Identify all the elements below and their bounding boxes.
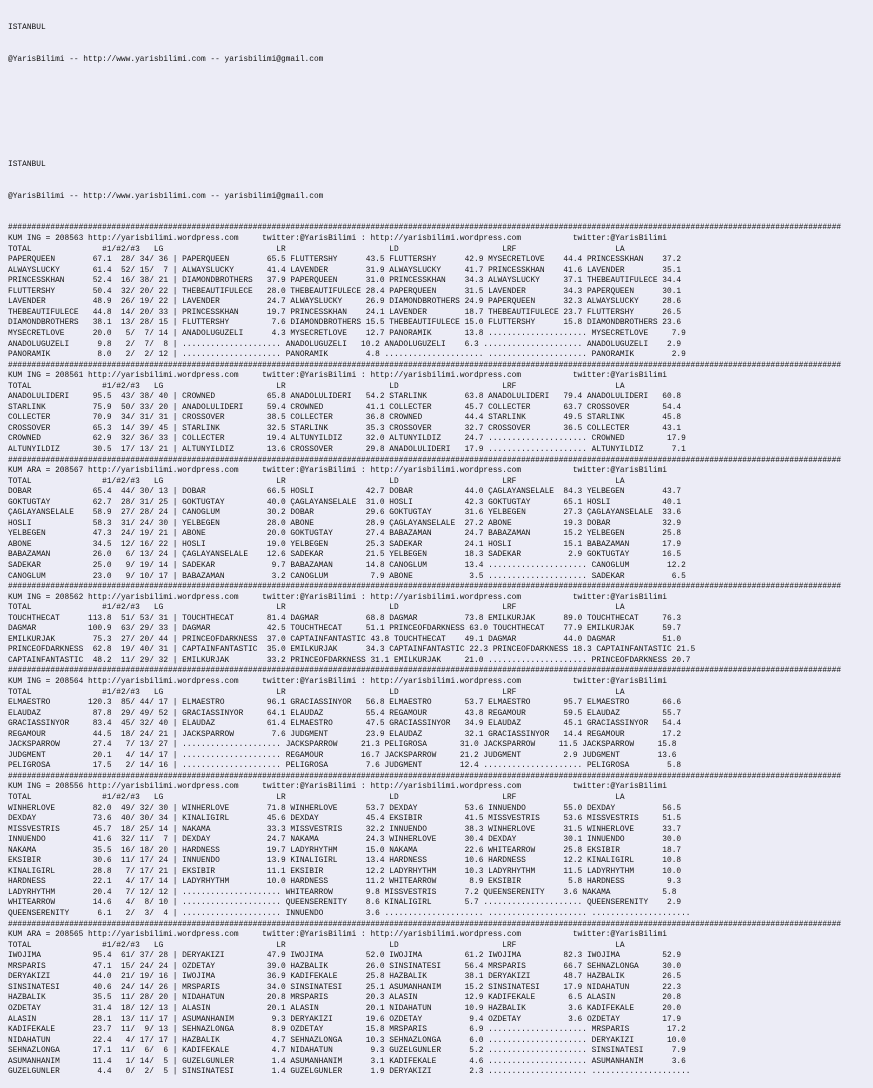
table-row: LAVENDER 48.9 26/ 19/ 22 | LAVENDER 24.7 ALWAYSLUCKY 26.9 DIAMONDBROTHERS 24.9 PAPERQUEEN 32.3 ALWAYSLUCKY 28.6	[8, 297, 682, 307]
table-row: SEHNAZLONGA 17.1 11/ 6/ 6 | KADIFEKALE 4.7 NIDAHATUN 9.3 GÜZELGÜNLER 5.2 ..................... SINSINATESI 7.9	[8, 1046, 686, 1056]
table-row: MRSPARIS 47.1 15/ 24/ 24 | ÖZDETAY 39.0 HAZBALIK 26.0 SINSINATESI 56.4 MRSPARIS 66.7 SEHNAZLONGA 30.0	[8, 961, 682, 971]
table-row: EKSIBIR 30.6 11/ 17/ 24 | INNUENDO 13.9 KINALIGIRL 13.4 HARDNESS 10.6 HARDNESS 12.2 KINALIGIRL 10.8	[8, 856, 682, 866]
column-headers: TOTAL #1/#2/#3 LG LR LD LRF LA	[8, 476, 625, 486]
table-row: CAPTAINFANTASTIC 48.2 11/ 29/ 32 | EMILKURJAK 33.2 PRINCEOFDARKNESS 31.1 EMILKURJAK 21.0 ..................... PRINCEOFDARKNESS 20.7	[8, 655, 691, 665]
column-headers: TOTAL #1/#2/#3 LG LR LD LRF LA	[8, 603, 625, 613]
table-row: ELAUDAZ 87.8 29/ 49/ 52 | GRACIASSINYOR 64.1 ELAUDAZ 55.4 REGAMOUR 43.8 REGAMOUR 59.5 ELAUDAZ 55.7	[8, 708, 682, 718]
table-row: KADIFEKALE 23.7 11/ 9/ 13 | SEHNAZLONGA 8.9 ÖZDETAY 15.8 MRSPARIS 6.9 ..................... MRSPARIS 17.2	[8, 1025, 686, 1035]
spacer	[8, 86, 873, 107]
table-row: PRINCESSKHAN 52.4 16/ 38/ 21 | DIAMONDBROTHERS 37.9 PAPERQUEEN 31.0 PRINCESSKHAN 34.3 ALWAYSLUCKY 37.1 THEBEAUTIFULECE 34.4	[8, 276, 682, 286]
header-contact: @YarisBilimi -- http://www.yarisbilimi.com -- yarisbilimi@gmail.com	[8, 54, 324, 64]
section-title: KUM ARA = 208567 http://yarisbilimi.wordpress.com twitter:@YarisBilimi : http://yarisbilimi.wordpress.com twitter:@YarisBilimi	[8, 466, 667, 476]
header-contact-repeat: @YarisBilimi -- http://www.yarisbilimi.com -- yarisbilimi@gmail.com	[8, 191, 324, 201]
table-row: ANADOLULIDERI 95.5 43/ 38/ 40 | CROWNED 65.8 ANADOLULIDERI 54.2 STARLINK 63.8 ANADOLULIDERI 79.4 ANADOLULIDERI 60.8	[8, 392, 682, 402]
table-row: JACKSPARROW 27.4 7/ 13/ 27 | ..................... JACKSPARROW 21.3 PELIGROSA 31.0 JACKSPARROW 11.5 JACKSPARROW 15.8	[8, 740, 677, 750]
race-section	[8, 361, 873, 456]
table-row: PAPERQUEEN 67.1 28/ 34/ 36 | PAPERQUEEN 65.5 FLUTTERSHY 43.5 FLUTTERSHY 42.9 MYSECRETLOVE 44.4 PRINCESSKHAN 37.2	[8, 255, 682, 265]
header-city-repeat: ISTANBUL	[8, 160, 46, 170]
table-row: STARLINK 75.9 50/ 33/ 20 | ANADOLULIDERI 59.4 CROWNED 41.1 COLLECTER 45.7 COLLECTER 63.7 CROSSOVER 54.4	[8, 402, 682, 412]
table-row: PELIGROSA 17.5 2/ 14/ 16 | ..................... PELIGROSA 7.6 JUDGMENT 12.4 ..................... PELIGROSA 5.8	[8, 761, 682, 771]
column-headers: TOTAL #1/#2/#3 LG LR LD LRF LA	[8, 244, 625, 254]
table-row: FLUTTERSHY 50.4 32/ 20/ 22 | THEBEAUTIFULECE 28.0 THEBEAUTIFULECE 28.4 PAPERQUEEN 31.5 LAVENDER 34.3 PAPERQUEEN 30.1	[8, 286, 682, 296]
race-section	[8, 666, 873, 771]
table-row: DERYAKIZI 44.0 21/ 19/ 16 | IWOJIMA 36.9 KADIFEKALE 25.8 HAZBALIK 38.1 DERYAKIZI 48.7 HAZBALIK 26.5	[8, 972, 682, 982]
table-row: GÜZELGÜNLER 4.4 0/ 2/ 5 | SINSINATESI 1.4 GÜZELGÜNLER 1.9 DERYAKIZI 2.3 ..................... .....................	[8, 1067, 691, 1077]
table-row: BABAZAMAN 26.0 6/ 13/ 24 | ÇAGLAYANSELALE 12.6 SADEKAR 21.5 YELBEGEN 18.3 SADEKAR 2.9 GÖKTUGTAY 16.5	[8, 550, 682, 560]
table-row: ANADOLUGÜZELI 9.8 2/ 7/ 8 | ..................... ANADOLUGÜZELI 10.2 ANADOLUGÜZELI 6.3 ..................... ANADOLUGÜZELI 2.9	[8, 339, 682, 349]
table-row: HARDNESS 22.1 4/ 17/ 14 | LADYRHYTHM 10.0 HARDNESS 11.2 WHITEARROW 8.9 EKSIBIR 5.8 HARDNESS 9.3	[8, 877, 682, 887]
table-row: MYSECRETLOVE 20.0 5/ 7/ 14 | ANADOLUGÜZELI 4.3 MYSECRETLOVE 12.7 PANORAMIK 13.8 ..................... MYSECRETLOVE 7.9	[8, 328, 686, 338]
column-headers: TOTAL #1/#2/#3 LG LR LD LRF LA	[8, 940, 625, 950]
table-row: SADEKAR 25.0 9/ 19/ 14 | SADEKAR 9.7 BABAZAMAN 14.8 CANOGLUM 13.4 ..................... CANOGLUM 12.2	[8, 560, 686, 570]
race-sections	[8, 223, 873, 1077]
table-row: THEBEAUTIFULECE 44.8 14/ 20/ 33 | PRINCESSKHAN 19.7 PRINCESSKHAN 24.1 LAVENDER 18.7 THEBEAUTIFULECE 23.7 FLUTTERSHY 26.5	[8, 307, 682, 317]
race-section	[8, 920, 873, 1078]
table-row: CANOGLUM 23.0 9/ 10/ 17 | BABAZAMAN 3.2 CANOGLUM 7.9 ABONE 3.5 ..................... SADEKAR 6.5	[8, 571, 686, 581]
section-separator: #################################################################################################################################################################################	[8, 666, 842, 676]
spacer	[8, 129, 873, 140]
table-row: GÖKTUGTAY 62.7 28/ 31/ 25 | GÖKTUGTAY 40.0 ÇAGLAYANSELALE 31.0 HOSLI 42.3 GÖKTUGTAY 65.1 HOSLI 40.1	[8, 497, 682, 507]
table-row: DOBAR 65.4 44/ 30/ 13 | DOBAR 66.5 HOSLI 42.7 DOBAR 44.0 ÇAGLAYANSELALE 84.3 YELBEGEN 43.7	[8, 487, 682, 497]
table-row: MISSVESTRIS 45.7 18/ 25/ 14 | NAKAMA 33.3 MISSVESTRIS 32.2 INNUENDO 38.3 WINHERLOVE 31.5 WINHERLOVE 33.7	[8, 824, 682, 834]
table-row: ALASIN 28.1 13/ 11/ 17 | ASUMANHANIM 9.3 DERYAKIZI 19.6 ÖZDETAY 9.4 ÖZDETAY 3.6 ÖZDETAY 17.9	[8, 1014, 682, 1024]
section-separator: #################################################################################################################################################################################	[8, 771, 842, 781]
table-row: YELBEGEN 47.3 24/ 19/ 21 | ABONE 20.0 GÖKTUGTAY 27.4 BABAZAMAN 24.7 BABAZAMAN 15.2 YELBEGEN 25.8	[8, 529, 682, 539]
table-row: IWOJIMA 95.4 61/ 37/ 28 | DERYAKIZI 47.9 IWOJIMA 52.0 IWOJIMA 61.2 IWOJIMA 82.3 IWOJIMA 52.9	[8, 951, 682, 961]
header-city: ISTANBUL	[8, 23, 46, 33]
table-row: PRINCEOFDARKNESS 62.8 19/ 40/ 31 | CAPTAINFANTASTIC 35.0 EMILKURJAK 34.3 CAPTAINFANTASTIC 22.3 PRINCEOFDARKNESS 18.3 CAPTAINFANTASTIC 21.5	[8, 645, 696, 655]
table-row: WINHERLOVE 82.0 49/ 32/ 30 | WINHERLOVE 71.8 WINHERLOVE 53.7 DEXDAY 53.6 INNUENDO 55.0 DEXDAY 56.5	[8, 803, 682, 813]
table-row: ABONE 34.5 12/ 16/ 22 | HOSLI 19.0 YELBEGEN 25.3 SADEKAR 24.1 HOSLI 15.1 BABAZAMAN 17.9	[8, 539, 682, 549]
section-separator: #################################################################################################################################################################################	[8, 582, 842, 592]
table-row: REGAMOUR 44.5 18/ 24/ 21 | JACKSPARROW 7.6 JUDGMENT 23.9 ELAUDAZ 32.1 GRACIASSINYOR 14.4 REGAMOUR 17.2	[8, 729, 682, 739]
section-title: KUM ING = 208563 http://yarisbilimi.wordpress.com twitter:@YarisBilimi : http://yarisbilimi.wordpress.com twitter:@YarisBilimi	[8, 234, 667, 244]
table-row: HAZBALIK 35.5 11/ 28/ 20 | NIDAHATUN 20.8 MRSPARIS 20.3 ALASIN 12.9 KADIFEKALE 6.5 ALASIN 20.8	[8, 993, 682, 1003]
table-row: COLLECTER 70.9 34/ 31/ 31 | CROSSOVER 38.5 COLLECTER 36.8 CROWNED 44.4 STARLINK 49.5 STARLINK 45.8	[8, 413, 682, 423]
table-row: ASUMANHANIM 11.4 1/ 14/ 5 | GÜZELGÜNLER 1.4 ASUMANHANIM 3.1 KADIFEKALE 4.6 ..................... ASUMANHANIM 3.6	[8, 1056, 686, 1066]
column-headers: TOTAL #1/#2/#3 LG LR LD LRF LA	[8, 793, 625, 803]
table-row: PANORAMIK 8.0 2/ 2/ 12 | ..................... PANORAMIK 4.8 ..................... ..................... PANORAMIK 2.9	[8, 350, 686, 360]
table-row: EMILKURJAK 75.3 27/ 20/ 44 | PRINCEOFDARKNESS 37.0 CAPTAINFANTASTIC 43.8 TOUCHTHECAT 49.1 DAGMAR 44.0 DAGMAR 51.0	[8, 634, 682, 644]
table-row: LADYRHYTHM 20.4 7/ 12/ 12 | ..................... WHITEARROW 9.8 MISSVESTRIS 7.2 QUEENSERENITY 3.6 NAKAMA 5.8	[8, 887, 677, 897]
race-section	[8, 223, 873, 360]
table-row: DAGMAR 100.9 63/ 29/ 33 | DAGMAR 42.5 TOUCHTHECAT 51.1 PRINCEOFDARKNESS 63.0 TOUCHTHECAT 77.9 EMILKURJAK 59.7	[8, 624, 682, 634]
column-headers: TOTAL #1/#2/#3 LG LR LD LRF LA	[8, 687, 625, 697]
section-separator: #################################################################################################################################################################################	[8, 223, 842, 233]
table-row: ALWAYSLUCKY 61.4 52/ 15/ 7 | ALWAYSLUCKY 41.4 LAVENDER 31.9 ALWAYSLUCKY 41.7 PRINCESSKHAN 41.6 LAVENDER 35.1	[8, 265, 682, 275]
race-section	[8, 772, 873, 920]
table-row: GRACIASSINYOR 83.4 45/ 32/ 40 | ELAUDAZ 61.4 ELMAESTRO 47.5 GRACIASSINYOR 34.9 ELAUDAZ 45.1 GRACIASSINYOR 54.4	[8, 719, 682, 729]
section-separator: #################################################################################################################################################################################	[8, 455, 842, 465]
section-title: KUM ING = 208562 http://yarisbilimi.wordpress.com twitter:@YarisBilimi : http://yarisbilimi.wordpress.com twitter:@YarisBilimi	[8, 592, 667, 602]
table-row: NAKAMA 35.5 16/ 18/ 20 | HARDNESS 19.7 LADYRHYTHM 15.0 NAKAMA 22.6 WHITEARROW 25.8 EKSIBIR 18.7	[8, 845, 682, 855]
table-row: SINSINATESI 40.6 24/ 14/ 26 | MRSPARIS 34.0 SINSINATESI 25.1 ASUMANHANIM 15.2 SINSINATESI 17.9 NIDAHATUN 22.3	[8, 982, 682, 992]
table-row: ALTUNYILDIZ 30.5 17/ 13/ 21 | ALTUNYILDIZ 13.6 CROSSOVER 29.8 ANADOLULIDERI 17.9 ..................... ALTUNYILDIZ 7.1	[8, 444, 686, 454]
table-row: DEXDAY 73.6 40/ 30/ 34 | KINALIGIRL 45.6 DEXDAY 45.4 EKSIBIR 41.5 MISSVESTRIS 53.6 MISSVESTRIS 51.5	[8, 814, 682, 824]
table-row: HOSLI 58.3 31/ 24/ 30 | YELBEGEN 28.0 ABONE 28.9 ÇAGLAYANSELALE 27.2 ABONE 19.3 DOBAR 32.9	[8, 518, 682, 528]
table-row: CROWNED 62.9 32/ 36/ 33 | COLLECTER 19.4 ALTUNYILDIZ 32.0 ALTUNYILDIZ 24.7 ..................... CROWNED 17.9	[8, 434, 686, 444]
section-title: KUM ING = 208561 http://yarisbilimi.wordpress.com twitter:@YarisBilimi : http://yarisbilimi.wordpress.com twitter:@YarisBilimi	[8, 371, 667, 381]
column-headers: TOTAL #1/#2/#3 LG LR LD LRF LA	[8, 381, 625, 391]
table-row: ELMAESTRO 120.3 85/ 44/ 17 | ELMAESTRO 96.1 GRACIASSINYOR 56.8 ELMAESTRO 53.7 ELMAESTRO 95.7 ELMAESTRO 66.6	[8, 698, 682, 708]
table-row: ÖZDETAY 31.4 18/ 12/ 13 | ALASIN 20.1 ALASIN 20.1 NIDAHATUN 10.9 HAZBALIK 3.6 KADIFEKALE 20.0	[8, 1003, 682, 1013]
section-title: KUM ING = 208564 http://yarisbilimi.wordpress.com twitter:@YarisBilimi : http://yarisbilimi.wordpress.com twitter:@YarisBilimi	[8, 677, 667, 686]
table-row: QUEENSERENITY 6.1 2/ 3/ 4 | ..................... INNUENDO 3.6 ..................... ..................... .....................	[8, 909, 691, 919]
race-section	[8, 456, 873, 583]
table-row: CROSSOVER 65.3 14/ 39/ 45 | STARLINK 32.5 STARLINK 35.3 CROSSOVER 32.7 CROSSOVER 36.5 COLLECTER 43.1	[8, 423, 682, 433]
section-separator: #################################################################################################################################################################################	[8, 919, 842, 929]
table-row: INNUENDO 41.6 32/ 11/ 7 | DEXDAY 24.7 NAKAMA 24.3 WINHERLOVE 30.4 DEXDAY 30.1 INNUENDO 30.0	[8, 835, 682, 845]
table-row: ÇAGLAYANSELALE 58.9 27/ 28/ 24 | CANOGLUM 30.2 DOBAR 29.6 GÖKTUGTAY 31.6 YELBEGEN 27.3 ÇAGLAYANSELALE 33.6	[8, 508, 682, 518]
table-row: JUDGMENT 20.1 4/ 14/ 17 | ..................... REGAMOUR 16.7 JACKSPARROW 21.2 JUDGMENT 2.9 JUDGMENT 13.6	[8, 750, 677, 760]
race-section	[8, 582, 873, 666]
table-row: TOUCHTHECAT 113.8 51/ 53/ 31 | TOUCHTHECAT 81.4 DAGMAR 68.8 DAGMAR 73.8 EMILKURJAK 89.0 TOUCHTHECAT 76.3	[8, 613, 682, 623]
section-separator: #################################################################################################################################################################################	[8, 360, 842, 370]
table-row: DIAMONDBROTHERS 38.1 13/ 28/ 15 | FLUTTERSHY 7.6 DIAMONDBROTHERS 15.5 THEBEAUTIFULECE 15.0 FLUTTERSHY 15.8 DIAMONDBROTHERS 23.6	[8, 318, 682, 328]
table-row: WHITEARROW 14.6 4/ 8/ 10 | ..................... QUEENSERENITY 8.6 KINALIGIRL 5.7 ..................... QUEENSERENITY 2.9	[8, 898, 682, 908]
section-title: KUM ING = 208556 http://yarisbilimi.wordpress.com twitter:@YarisBilimi : http://yarisbilimi.wordpress.com twitter:@YarisBilimi	[8, 782, 667, 792]
table-row: KINALIGIRL 28.8 7/ 17/ 21 | EKSIBIR 11.1 EKSIBIR 12.2 LADYRHYTHM 10.3 LADYRHYTHM 11.5 LADYRHYTHM 10.0	[8, 866, 682, 876]
section-title: KUM ARA = 208565 http://yarisbilimi.wordpress.com twitter:@YarisBilimi : http://yarisbilimi.wordpress.com twitter:@YarisBilimi	[8, 930, 667, 940]
table-row: NIDAHATUN 22.4 4/ 17/ 17 | HAZBALIK 4.7 SEHNAZLONGA 10.3 SEHNAZLONGA 6.0 ..................... DERYAKIZI 10.0	[8, 1035, 686, 1045]
